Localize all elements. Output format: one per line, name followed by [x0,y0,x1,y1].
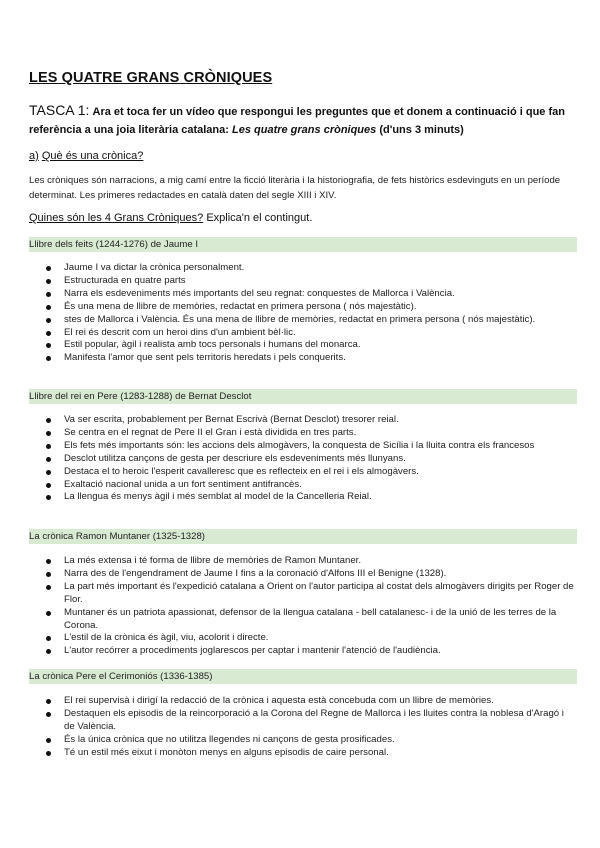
section-list-llibre-dels-feits [29,262,577,365]
list-item: L'estil de la crònica és àgil, viu, acolorit i directe. [29,632,577,645]
question-b-rest: Explica'n el contingut. [206,212,313,224]
list-item: El rei és descrit com un heroi dins d'un ambient bèl·lic. [29,327,577,340]
bullet-icon [46,356,51,361]
section-heading-llibre-dels-feits: Llibre dels feits (1244-1276) de Jaume I [29,237,577,252]
bullet-icon [46,585,51,590]
bullet-icon [46,712,51,717]
bullet-icon [46,331,51,336]
list-item: Desclot utilitza cançons de gesta per descriure els esdeveniments més llunyans. [29,453,577,466]
list-item: Narra des de l'engendrament de Jaume I fins a la coronació d'Alfons III el Benigne (1328). [29,568,577,581]
bullet-icon [46,292,51,297]
list-item: Se centra en el regnat de Pere II el Gran i està dividida en tres parts. [29,427,577,440]
list-item: Manifesta l'amor que sent pels territoris heredats i pels conquerits. [29,352,577,365]
list-item: Estructurada en quatre parts [29,275,577,288]
list-item: La més extensa i té forma de llibre de memòries de Ramon Muntaner. [29,555,577,568]
bullet-icon [46,649,51,654]
list-item: Té un estil més eixut i monòton menys en alguns episodis de caire personal. [29,747,577,760]
task-instructions [29,101,579,139]
list-item: Estil popular, àgil i realista amb tocs personals i humans del monarca. [29,339,577,352]
bullet-icon [46,318,51,323]
question-a-text: Què és una crònica? [41,150,144,162]
question-b-underlined: Quines són les 4 Grans Cròniques? [29,212,204,224]
bullet-icon [46,266,51,271]
bullet-icon [46,279,51,284]
task-label: TASCA 1: [29,102,90,118]
bullet-icon [46,572,51,577]
list-item: Jaume I va dictar la crònica personalment. [29,262,577,275]
bullet-icon [46,418,51,423]
list-item: És una mena de llibre de memòries, redactat en primera persona ( nós majestàtic). [29,301,577,314]
list-item: La llengua és menys àgil i més semblat al model de la Cancelleria Reial. [29,491,577,504]
bullet-icon [46,611,51,616]
section-list-cronica-ramon-muntaner [29,555,577,658]
section-heading-cronica-pere-el-ceremonios: La crònica Pere el Cerimoniós (1336-1385) [29,669,577,684]
question-a [29,150,143,162]
document-title: LES QUATRE GRANS CRÒNIQUES [29,70,273,86]
bullet-icon [46,457,51,462]
bullet-icon [46,495,51,500]
answer-a-paragraph: Les cròniques són narracions, a mig camí entre la ficció literària i la historiografia, de fets històrics esdevinguts en un període determinat. Les primeres redactades en català daten del segle XIII i XIV. [29,175,561,201]
section-heading-llibre-del-rei-en-pere: Llibre del rei en Pere (1283-1288) de Bernat Desclot [29,389,577,404]
section-list-cronica-pere-el-ceremonios [29,695,577,760]
bullet-icon [46,738,51,743]
question-b [29,212,312,224]
list-item: És la única crònica que no utilitza llegendes ni cançons de gesta prosificades. [29,734,577,747]
task-text: Ara et toca fer un vídeo que respongui les preguntes que et donem a continuació i que fan referència a una joia literària catalana: [29,106,565,136]
bullet-icon [46,343,51,348]
list-item: L'autor recórrer a procediments joglarescos per captar i mantenir l'atenció de l'audiència. [29,645,577,658]
list-item: La part més important és l'expedició catalana a Orient on l'autor participa al costat dels almogàvers dirigits per Roger de Flor. [29,581,577,607]
section-heading-cronica-ramon-muntaner: La crònica Ramon Muntaner (1325-1328) [29,529,577,544]
bullet-icon [46,444,51,449]
section-list-llibre-del-rei-en-pere [29,414,577,504]
list-item: Narra els esdeveniments més importants del seu regnat: conquestes de Mallorca i València. [29,288,577,301]
bullet-icon [46,305,51,310]
list-item: El rei supervisà i dirigí la redacció de la crònica i aquesta està concebuda com un llibre de memòries. [29,695,577,708]
bullet-icon [46,699,51,704]
list-item: Destaquen els episodis de la reincorporació a la Corona del Regne de Mallorca i les lluites contra la noblesa d'Aragó i de València. [29,708,577,734]
list-item: Muntaner és un patriota apassionat, defensor de la llengua catalana - bell catalanesc- i de la unió de les terres de la Corona. [29,607,577,633]
bullet-icon [46,470,51,475]
task-duration: (d'uns 3 minuts) [379,124,464,136]
list-item: Els fets més importants són: les accions dels almogàvers, la conquesta de Sicília i la lluita contra els francesos [29,440,577,453]
bullet-icon [46,751,51,756]
bullet-icon [46,559,51,564]
list-item: stes de Mallorca i València. És una mena de llibre de memòries, redactat en primera persona ( nós majestàtic). [29,314,577,327]
task-work-title: Les quatre grans cròniques [232,124,377,136]
list-item: Exaltació nacional unida a un fort sentiment antifrancès. [29,479,577,492]
question-a-letter: a) [29,150,39,162]
bullet-icon [46,483,51,488]
bullet-icon [46,431,51,436]
list-item: Va ser escrita, probablement per Bernat Escrivà (Bernat Desclot) tresorer reial. [29,414,577,427]
bullet-icon [46,636,51,641]
list-item: Destaca el to heroic l'esperit cavalleresc que es reflecteix en el rei i els almogàvers. [29,466,577,479]
